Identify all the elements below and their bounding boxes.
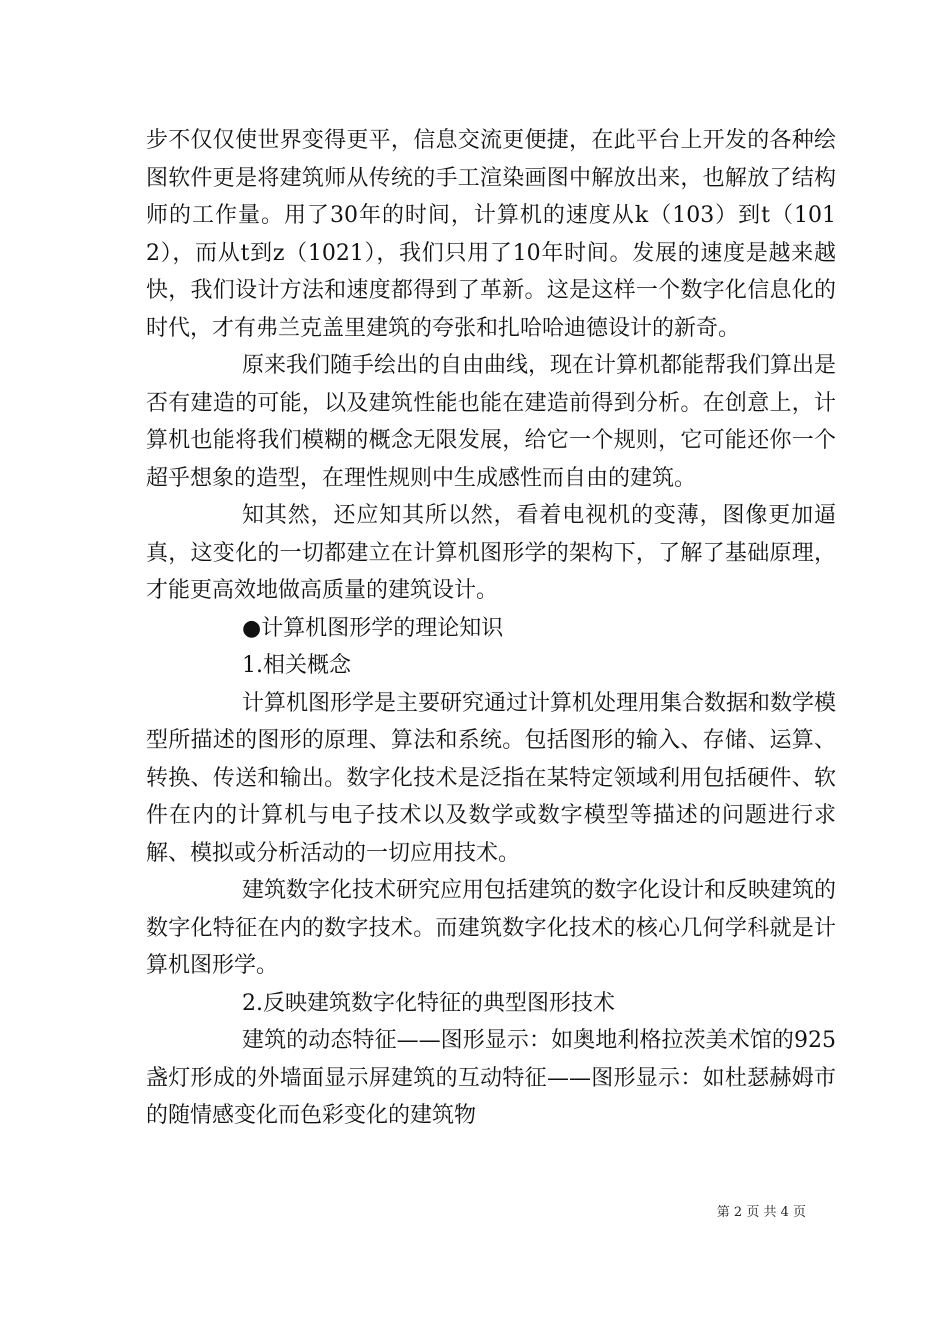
subheading-typical-techniques: 2.反映建筑数字化特征的典型图形技术 xyxy=(242,990,615,1016)
subheading-concepts: 1.相关概念 xyxy=(242,653,351,678)
paragraph-dynamic-features: 建筑的动态特征——图形显示：如奥地利格拉茨美术馆的925盏灯形成的外墙面显示屏建筑的互动特征——图形显示：如杜瑟赫姆市的随情感变化而色彩变化的建筑物 xyxy=(146,1028,836,1128)
paragraph-know-why: 知其然，还应知其所以然，看着电视机的变薄，图像更加逼真，这变化的一切都建立在计算机图形学的架构下，了解了基础原理，才能更高效地做高质量的建筑设计。 xyxy=(146,503,836,603)
paragraph-graphics-definition: 计算机图形学是主要研究通过计算机处理用集合数据和数学模型所描述的图形的原理、算法和系统。包括图形的输入、存储、运算、转换、传送和输出。数字化技术是泛指在某特定领域利用包括硬件、软件在内的计算机与电子技术以及数学或数字模型等描述的问题进行求解、模拟或分析活动的一切应用技术。 xyxy=(146,690,837,866)
body-text xyxy=(146,122,836,1135)
page-number: 第 2 页 共 4 页 xyxy=(716,1205,806,1220)
paragraph-architecture-digital: 建筑数字化技术研究应用包括建筑的数字化设计和反映建筑的数字化特征在内的数字技术。而建筑数字化技术的核心几何学科就是计算机图形学。 xyxy=(146,878,837,978)
section-heading: ●计算机图形学的理论知识 xyxy=(242,615,504,641)
paragraph-continuation: 步不仅仅使世界变得更平，信息交流更便捷，在此平台上开发的各种绘图软件更是将建筑师从传统的手工渲染画图中解放出来，也解放了结构师的工作量。用了30年的时间，计算机的速度从k（103）到t（1012），而从t到z（1021），我们只用了10年时间。发展的速度是越来越快，我们设计方法和速度都得到了革新。这是这样一个数字化信息化的时代，才有弗兰克盖里建筑的夸张和扎哈哈迪德设计的新奇。 xyxy=(146,128,836,341)
paragraph-freeform-curves: 原来我们随手绘出的自由曲线，现在计算机都能帮我们算出是否有建造的可能，以及建筑性能也能在建造前得到分析。在创意上，计算机也能将我们模糊的概念无限发展，给它一个规则，它可能还你一个超乎想象的造型，在理性规则中生成感性而自由的建筑。 xyxy=(146,353,837,491)
